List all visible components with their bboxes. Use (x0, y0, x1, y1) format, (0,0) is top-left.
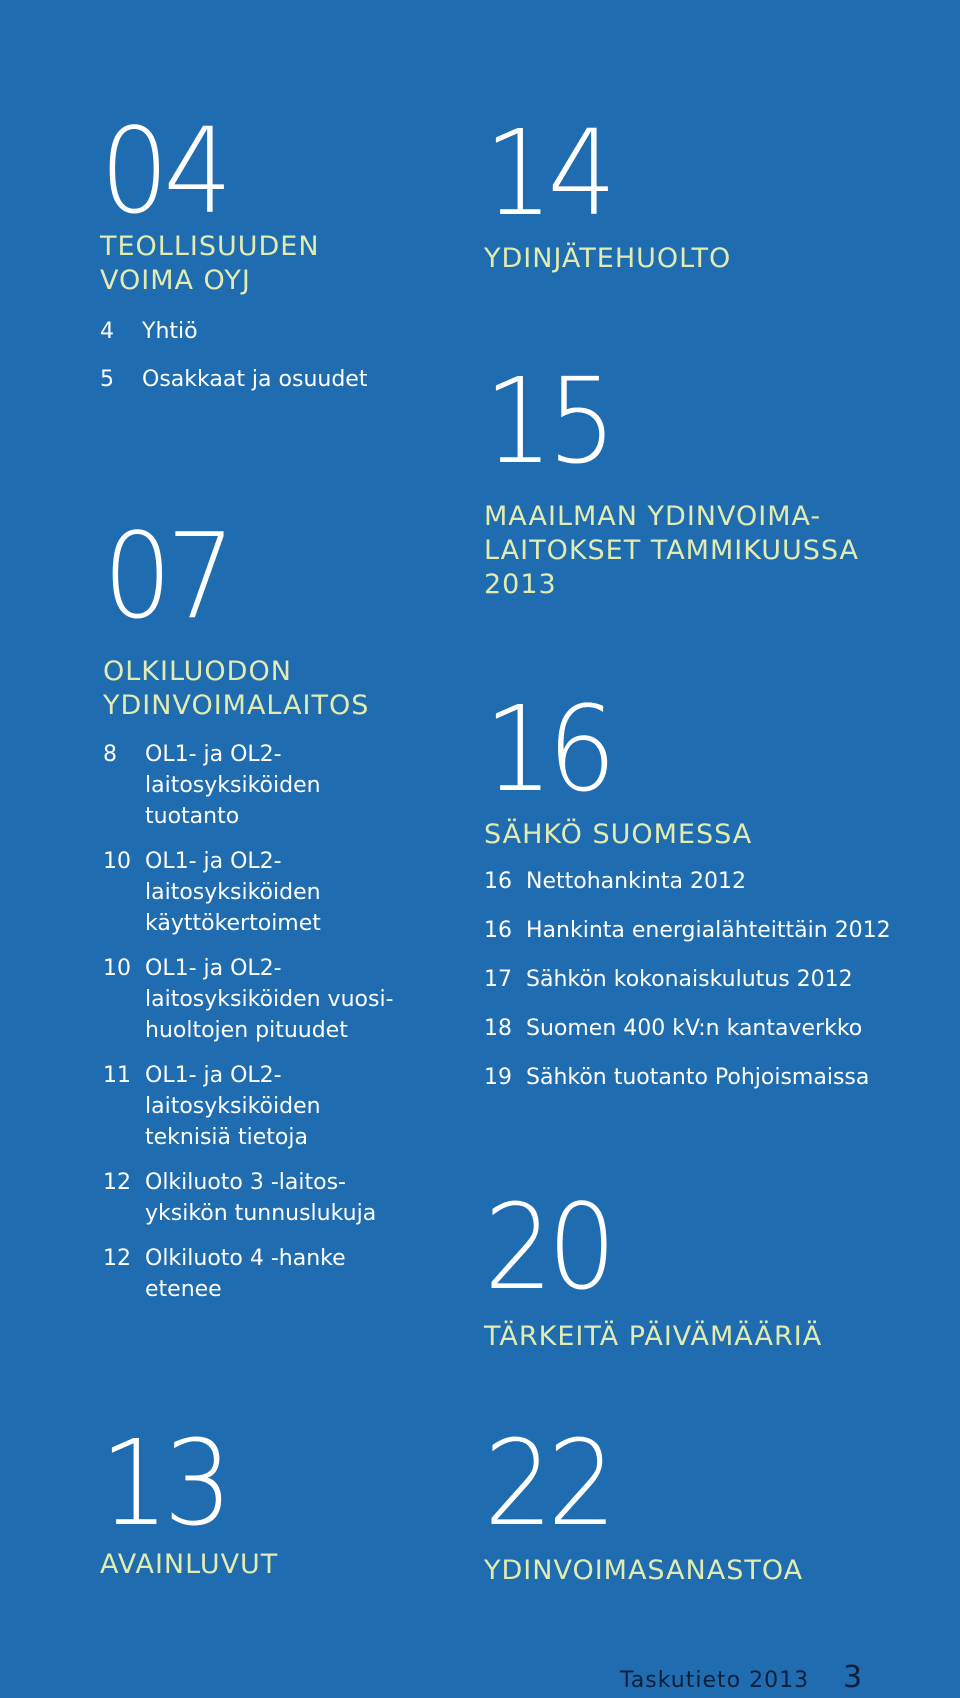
toc-item[interactable] (103, 846, 394, 939)
section-heading: TEOLLISUUDEN VOIMA OYJ (100, 231, 320, 296)
section-number: 15 (484, 352, 612, 490)
section-heading: SÄHKÖ SUOMESSA (484, 819, 753, 850)
item-title: OL1- ja OL2- laitosyksiköiden tuotanto (145, 742, 321, 829)
item-title: OL1- ja OL2- laitosyksiköiden käyttökertoimet (145, 849, 321, 936)
section-20 (484, 1178, 823, 1354)
section-number: 07 (103, 507, 231, 645)
page-number: 10 (103, 956, 131, 981)
toc-item[interactable] (103, 739, 394, 832)
section-heading: YDINVOIMASANASTOA (484, 1555, 804, 1586)
page-number: 4 (100, 319, 114, 344)
section-number: 22 (484, 1414, 612, 1552)
toc-item[interactable] (100, 364, 367, 395)
toc-item[interactable] (484, 1013, 891, 1044)
page-number: 5 (100, 367, 114, 392)
publication-title: Taskutieto 2013 (620, 1668, 810, 1693)
section-number: 14 (484, 104, 612, 242)
item-title: Hankinta energialähteittäin 2012 (526, 918, 891, 943)
page-number: 11 (103, 1063, 131, 1088)
item-title: Suomen 400 kV:n kantaverkko (526, 1016, 863, 1041)
item-title: Yhtiö (142, 319, 198, 344)
section-number: 16 (484, 680, 612, 818)
page-number: 17 (484, 967, 512, 992)
page-number: 12 (103, 1170, 131, 1195)
page-number: 10 (103, 849, 131, 874)
section-number: 04 (100, 102, 228, 240)
section-15 (484, 352, 859, 602)
toc-item[interactable] (103, 953, 394, 1046)
section-07 (103, 507, 394, 1305)
toc-item[interactable] (484, 964, 891, 995)
toc-item[interactable] (103, 1243, 394, 1305)
page-number: 18 (484, 1016, 512, 1041)
section-13 (100, 1414, 279, 1582)
item-title: Osakkaat ja osuudet (142, 367, 368, 392)
item-title: OL1- ja OL2- laitosyksiköiden vuosi- huoltojen pituudet (145, 956, 394, 1043)
section-number: 13 (100, 1414, 228, 1552)
page-number: 19 (484, 1065, 512, 1090)
toc-item[interactable] (484, 915, 891, 946)
section-heading: MAAILMAN YDINVOIMA- LAITOKSET TAMMIKUUSSA 2013 (484, 501, 859, 600)
section-heading: TÄRKEITÄ PÄIVÄMÄÄRIÄ (484, 1321, 823, 1352)
item-title: OL1- ja OL2- laitosyksiköiden teknisiä tietoja (145, 1063, 321, 1150)
page-number: 16 (484, 918, 512, 943)
section-heading: YDINJÄTEHUOLTO (484, 243, 732, 274)
toc-item[interactable] (103, 1060, 394, 1153)
page-number: 12 (103, 1246, 131, 1271)
item-title: Sähkön kokonaiskulutus 2012 (526, 967, 853, 992)
section-16 (484, 680, 891, 1093)
section-heading: AVAINLUVUT (100, 1549, 279, 1580)
toc-item[interactable] (100, 316, 367, 347)
section-heading: OLKILUODON YDINVOIMALAITOS (103, 656, 370, 721)
item-title: Nettohankinta 2012 (526, 869, 746, 894)
page-number-footer: 3 (843, 1660, 863, 1695)
section-number: 20 (484, 1178, 612, 1316)
toc-item[interactable] (103, 1167, 394, 1229)
toc-item[interactable] (484, 866, 891, 897)
item-title: Olkiluoto 4 -hanke etenee (145, 1246, 346, 1302)
section-04 (100, 102, 368, 395)
item-title: Sähkön tuotanto Pohjoismaissa (526, 1065, 870, 1090)
item-title: Olkiluoto 3 -laitos- yksikön tunnuslukuja (145, 1170, 377, 1226)
section-14 (484, 104, 732, 276)
page-number: 8 (103, 742, 117, 767)
page-number: 16 (484, 869, 512, 894)
toc-item[interactable] (484, 1062, 891, 1093)
section-22 (484, 1414, 804, 1588)
